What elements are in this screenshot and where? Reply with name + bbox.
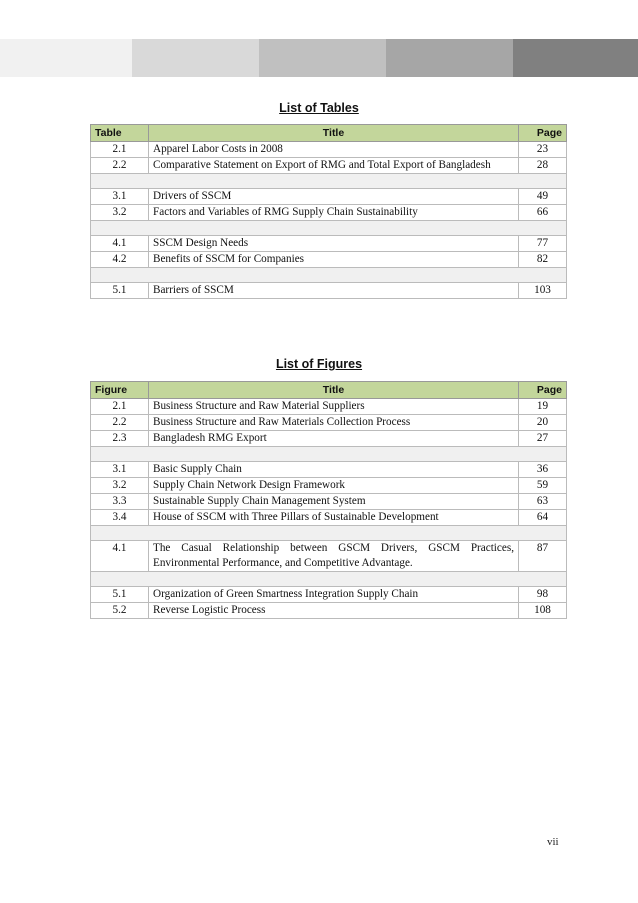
group-separator-row [91, 221, 567, 236]
band-segment [386, 39, 513, 77]
figure-row [91, 399, 567, 415]
band-segment [513, 39, 638, 77]
figure-row [91, 587, 567, 603]
entry-page: 59 [519, 478, 567, 494]
column-header-page: Page [519, 382, 567, 399]
separator-cell [91, 447, 567, 462]
entry-page: 64 [519, 510, 567, 526]
entry-page: 63 [519, 494, 567, 510]
entry-number: 3.1 [91, 189, 149, 205]
list-of-figures-heading: List of Figures [275, 357, 363, 371]
table-row [91, 252, 567, 268]
entry-number: 2.3 [91, 431, 149, 447]
separator-cell [91, 221, 567, 236]
entry-page: 28 [519, 158, 567, 174]
column-header-title: Title [149, 125, 519, 142]
entry-number: 4.1 [91, 236, 149, 252]
entry-page: 108 [519, 603, 567, 619]
entry-title: Barriers of SSCM [149, 283, 519, 299]
entry-page: 36 [519, 462, 567, 478]
entry-title: SSCM Design Needs [149, 236, 519, 252]
separator-cell [91, 268, 567, 283]
entry-title: Drivers of SSCM [149, 189, 519, 205]
entry-page: 103 [519, 283, 567, 299]
figure-row [91, 510, 567, 526]
separator-cell [91, 526, 567, 541]
entry-title: Bangladesh RMG Export [149, 431, 519, 447]
band-segment [0, 39, 132, 77]
entry-number: 3.2 [91, 478, 149, 494]
column-header-table: Table [91, 125, 149, 142]
figure-row [91, 478, 567, 494]
entry-number: 2.2 [91, 415, 149, 431]
entry-number: 2.1 [91, 399, 149, 415]
entry-title: Organization of Green Smartness Integration Supply Chain [149, 587, 519, 603]
table-row [91, 142, 567, 158]
entry-page: 87 [519, 541, 567, 572]
entry-number: 3.4 [91, 510, 149, 526]
group-separator-row [91, 268, 567, 283]
entry-title: Apparel Labor Costs in 2008 [149, 142, 519, 158]
table-row [91, 205, 567, 221]
list-of-tables [90, 124, 567, 299]
entry-number: 2.1 [91, 142, 149, 158]
entry-page: 27 [519, 431, 567, 447]
entry-page: 23 [519, 142, 567, 158]
table-header-row [91, 125, 567, 142]
table-row [91, 283, 567, 299]
group-separator-row [91, 447, 567, 462]
group-separator-row [91, 526, 567, 541]
entry-title: Sustainable Supply Chain Management System [149, 494, 519, 510]
entry-number: 3.3 [91, 494, 149, 510]
header-color-band [0, 39, 638, 77]
figure-row [91, 494, 567, 510]
separator-cell [91, 174, 567, 189]
band-segment [132, 39, 259, 77]
entry-number: 5.1 [91, 587, 149, 603]
entry-page: 82 [519, 252, 567, 268]
figure-row [91, 431, 567, 447]
figure-row [91, 415, 567, 431]
entry-title: The Casual Relationship between GSCM Drivers, GSCM Practices, Environmental Performance, and Competitive Advantage. [149, 541, 519, 572]
group-separator-row [91, 174, 567, 189]
figure-row [91, 462, 567, 478]
entry-title: Factors and Variables of RMG Supply Chain Sustainability [149, 205, 519, 221]
entry-number: 5.1 [91, 283, 149, 299]
entry-title: Business Structure and Raw Material Suppliers [149, 399, 519, 415]
figure-header-row [91, 382, 567, 399]
table-row [91, 236, 567, 252]
entry-title: Reverse Logistic Process [149, 603, 519, 619]
page-number: vii [547, 836, 559, 848]
entry-title: Comparative Statement on Export of RMG and Total Export of Bangladesh [149, 158, 519, 174]
entry-title: Supply Chain Network Design Framework [149, 478, 519, 494]
entry-title: Benefits of SSCM for Companies [149, 252, 519, 268]
entry-page: 19 [519, 399, 567, 415]
list-of-tables-heading: List of Tables [279, 101, 359, 115]
group-separator-row [91, 572, 567, 587]
table-row [91, 189, 567, 205]
separator-cell [91, 572, 567, 587]
entry-page: 98 [519, 587, 567, 603]
entry-number: 3.1 [91, 462, 149, 478]
entry-number: 4.2 [91, 252, 149, 268]
entry-number: 3.2 [91, 205, 149, 221]
figure-row [91, 603, 567, 619]
column-header-page: Page [519, 125, 567, 142]
entry-page: 49 [519, 189, 567, 205]
entry-number: 5.2 [91, 603, 149, 619]
entry-title: Basic Supply Chain [149, 462, 519, 478]
column-header-figure: Figure [91, 382, 149, 399]
band-segment [259, 39, 386, 77]
entry-title: House of SSCM with Three Pillars of Sustainable Development [149, 510, 519, 526]
column-header-title: Title [149, 382, 519, 399]
entry-page: 77 [519, 236, 567, 252]
entry-number: 2.2 [91, 158, 149, 174]
entry-page: 20 [519, 415, 567, 431]
figure-row [91, 541, 567, 572]
entry-page: 66 [519, 205, 567, 221]
entry-title: Business Structure and Raw Materials Collection Process [149, 415, 519, 431]
entry-number: 4.1 [91, 541, 149, 572]
table-row [91, 158, 567, 174]
list-of-figures [90, 381, 567, 619]
